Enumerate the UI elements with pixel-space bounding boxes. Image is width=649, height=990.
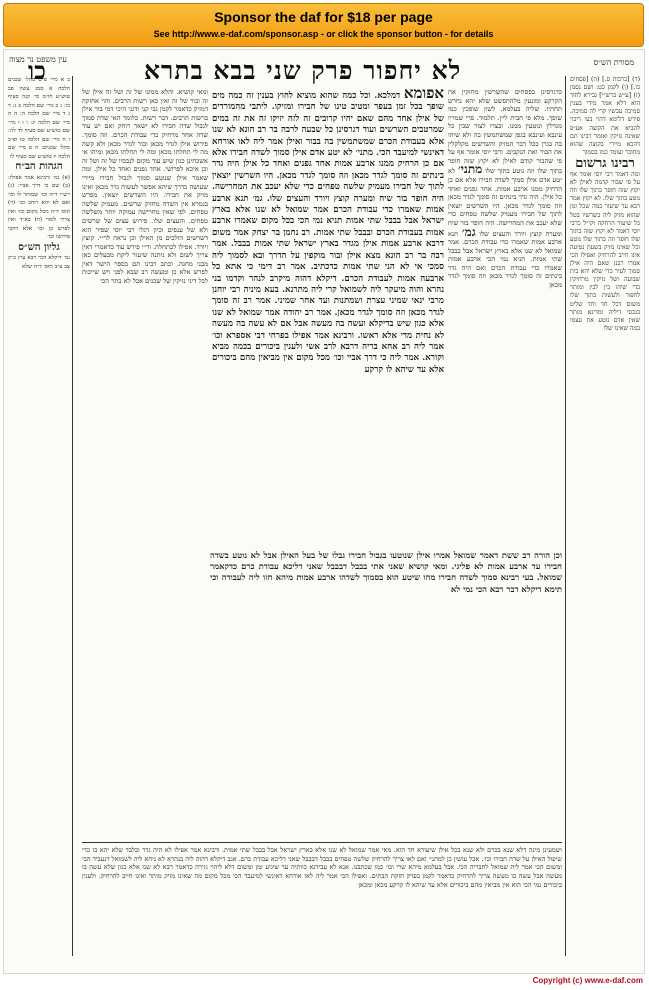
rashi-gemara-heading: גמ׳ xyxy=(461,224,476,239)
sponsor-banner[interactable] xyxy=(3,3,644,47)
gemara-opening-word: אפומא xyxy=(403,88,444,102)
ein-mishpat-label: עין משפט נר מצוה xyxy=(9,55,67,64)
gemara-text-lower: וכן הורה רב ששת דאמר שמואל אמרו אילן שנוטעו בגבול חבירו גבלו של בעל האילן אבל לא נוטע בשדה חבירו עד ארבע אמות לא פליגי. ומאי קושיא שאני אתי בבבל דבבבל שאני דליכא עבודת כרם כדקאמר שמואל. בעי רבינא סמוך לשדה חבירו מהו שיטע הוא בסמוך לשדהו ארבע אמות מיהא חזו ליה לעבודה וכי תימא דיקלא דבר רבא הכי נמי לא xyxy=(210,550,562,594)
rashi-text-3: תנא ארבע אמות שאמרו כדי עבודת הכרם. אמר שמואל לא שנו אלא בארץ ישראל אבל בבבל שתי אמות. תניא נמי הכי ארבע אמות שאמרו כדי עבודת הכרם ואם היה גדר בינתים זה סומך לגדר מכאן וזה סומך לגדר מכאן xyxy=(448,229,562,290)
rabbeinu-gershom-text: ומה דאמר רבי יוסי אומר אף על פי שבור קדמה לאילן לא יקוץ שזה חופר בתוך שלו וזה נוטע בתוך שלו. לא יקוץ אמר רבא עד שיעור כמה שכל זמן שהוא מזיק ליה בשרשיו בטל כל שיעור הרחקה וקי״ל כרבי יוסי דאמר לא יקוץ שזה בתוך שלו חופר וזה בתוך שלו נוטע וכל שאינו מזיק בשעת נטיעה אינו חייב להרחיק ואפילו הכי אמרו רבנן שאם היה אילן סמוך לעיר כדי שלא יהא בית שבועה ושל נזיקין מרחיקין כדי שיהו בין לבין ומותר לחפור ולעשות בתוך שלו משום דכל חד וחד שליט בנכסי דיליה ומדינא מותר שאין אדם נוטע את עצמו במה שאינו שלו xyxy=(570,171,640,332)
gemara-column-lower xyxy=(210,550,562,840)
gemara-column xyxy=(212,88,444,548)
folio-number: כו xyxy=(28,56,46,85)
ein-mishpat-text: ב א מיי׳ פ״ט מהל׳ שכנים הלכה א סמג עשין פב טוש״ע חו״מ סי׳ קנה סעיף כו: ג ב מיי׳ שם הלכה ב ג: ד ג ד מיי׳ שם הלכה ה: ה ה מיי׳ שם הלכה יג: ו ו ז מיי׳ שם טוש״ע שם סעיף לד לה: ז ח מיי׳ שם הלכה טו ופ״ב מהל׳ שכנים: ח ט מיי׳ שם הלכה יז טוש״ע שם סעיף לז xyxy=(8,77,70,160)
hagahot-habach-text: (א) גמ׳ ורבינא אמר אפילו: (ב) שם כי דרך אביי: (ג) רש״י ד״ה וכו׳ שמותר לו וכו׳ ואם לא יהא רוחב וכו׳ (ד) תוס׳ ד״ה מכל מקום וכו׳ ואין צריך לומר (ה) בא״ד ואין לפרש כן וכו׳ אלא דהכי פירושו וכו׳ xyxy=(8,174,70,240)
bottom-commentary-text: ושמעינן מינה דלא שנא בכרם ולא שנא בכל אילן שיעורא חד הוא. מאי אמר שמואל לא שנו אלא בארץ ישראל אבל בבבל שתי אמות. ורבינא אמר אפילו לא היה גדר ובלבד שלא יהא בו כדי שיפול האילן על שדה חבירו וכו׳. אבל עושין כן למתני׳ ואם לאו צריך להרחיק שלשה טפחים בבבל דבבבל שאני דליכא עבודת כרם. אגב דיקלא דהוה ליה בנהרא לא ניחא ליה לשמואל דנעביד הכי ומשום הכי אמר ליה שמואל לחבריה הכי. אבל בעלמא מיהא שרי וכו׳ כמו שכתבנו. אנא לא עבידנא כוותיה עד שיגיע זמן ומשום דלא ליהוי גזירה כדאמר רבא לא שנו אלא כגון שלא עשה בו מעשה אבל עשה בו מעשה צריך להרחיק כדאמר לקמן בפרק חזקת הבתים. ואפילו הכי אמר ליה לאו אורחא דאינשי למיעבד הכי מכל מקום מה שאינו מזיק מותר ואינו חייב להרחיק. ולענין ביכורים נמי הכי הוא אין מביאין מהם ביכורים אלא עד שיהא לו קרקע מכאן ומכאן xyxy=(82,846,562,889)
rashi-text: כדגרסינן בפסחים שהשרשין מחזקין את הקרקע ומונעין מלהתפשט שלא יהא נחרש תחתיו. שליה בעלמא. לשון שופכין כמו שופך. מלא פי חבית ליין. תלמוד. פרי שמריו מגדלין ונוטעין ממנו. ובצרו לצור שבין כל עינבא ועינבא בגפן שמשתמשין בה ולא שיהו בה בגרן ככל דבר המזיק והשרשים מקלקלין את הבור ואת הנקבים. ורבי יוסי אומר אף על פי שהבור קודם לאילן לא יקוץ שזה חופר בתוך שלו וזה נוטע בתוך שלו xyxy=(448,88,562,176)
outer-right-column xyxy=(570,76,640,956)
page-header xyxy=(4,54,644,86)
bottom-commentary xyxy=(82,846,562,966)
hagahot-habach-title: הגהות הב״ח xyxy=(15,161,63,172)
copyright-link[interactable]: Copyright (c) www.e-daf.com xyxy=(532,976,643,985)
sponsor-banner-subtitle: See http://www.e-daf.com/sponsor.asp - or click the sponsor button - for details xyxy=(153,29,494,39)
column-divider xyxy=(565,76,566,956)
bottom-divider xyxy=(82,842,562,843)
outer-left-column xyxy=(8,76,70,956)
tosafot-column xyxy=(82,88,208,888)
running-head: לא יחפור פרק שני בבא בתרא xyxy=(144,56,462,85)
tosafot-text: ומאי קושיא. והלא ממונו של זה ושל זה אילן של זה ובור של זה ואין כאן רשות הרבים. והוי אחזקה דמזיק כדאמר לקמן גבי קני ודגני היכי דמי בור אילן ברשות הרבים. דבר רשות. כלומר האי שדה סמוך לגבול שדה חבירו לא ישאר רוחק ואם יש עוד שדה אחר מרחיק כדי עבודת הכרם. וזה סומך. פירוש אילן לגדר מכאן ובור לגדר מכאן ולא קשה מה לי תחלתו מכאן ומה לי תחלתו מכאן ומיהו אי אשכחינן כגון שיש עוד מקום לנכסיו של זה ושל זה וכן איכא לפרושי. אחד גפנים ואחד כל אילן. ומה שאמר אילן שנוטע סמוך לגבול חבירו מיירי שעושה כדרך שיהא אפשר לעשות גדר מכאן ואינו מזיק את חבירו. היו השרשים יוצאין. מפרש בגמרא אין השדה מחזיק שרשים. מעמיק שלשה טפחים. לפי שאין מחרישה עמוקה יותר משלשה טפחים. והעצים שלו. פירוש עצים של שרשים ולא של ענפים וכיון דגלי רבי יוסי שפיר הוא דשרשים הולכים מן האילן וכן נראה לר״י. קוצץ ויורד. אפילו לכתחלה. ור״י פירש עוד כדאמרי דאין צריך לשום ולא ניתנה שיעור ליקח מבעלים כאן מבני מחנה. וכתב רבינו תם בספר הישר דאין לפרש אלא כן ומעשה רב שבא לפני ויש שייכות לכל דיני נזיקין של שכנים אבל לא בתר הכי xyxy=(82,88,208,286)
sponsor-banner-title: Sponsor the daf for $18 per page xyxy=(214,9,433,25)
mesoret-label: מסורת הש״ס xyxy=(593,58,634,67)
column-divider-left xyxy=(72,76,73,956)
rashi-mishna-heading: מתני׳ xyxy=(458,162,483,177)
gemara-text: דמלכא. וכל כמה שהוא מוציא לחוץ בענין זה כמה מים שופך בכל זמן בעפר ומטיב טינו של חבירו ומזיקו. ליתבי מהמורדים של אילן אחד מהם שאם יהיו קרובים זה לזה יזיקו זה את זה במים שמרטבים השרשים ועוד דגרסינן כל שבעה לרבה בר רב הונא לא שנו אלא בעבודת הכרם שמשתמשין בה בבור ואילן אמר ליה לאו אורחא דאינשי למיעבד הכי. מתני׳ לא יטע אדם אילן סמוך לשדה חבירו אלא אם כן הרחיק ממנו ארבע אמות אחד גפנים ואחד כל אילן היה גדר בינתים זה סומך לגדר מכאן וזה סומך לגדר מכאן. היו השרשין יוצאין לתוך של חבירו מעמיק שלשה טפחים כדי שלא יעכב את המחרישה. היה חופר בור שיח ומערה קוצץ ויורד והעצים שלו. גמ׳ תנא ארבע אמות שאמרו כדי עבודת הכרם אמר שמואל לא שנו אלא בארץ ישראל אבל בבבל שתי אמות תניא נמי הכי בכל מקום שאמרו ארבע אמות בעבודת הכרם ובבבל שתי אמות. רב נחמן בר יצחק אמר משום דרבא ארבע אמות אילן מגדר בארץ ישראל שתי אמות בבבל. אמר רבה בר רב הונא מצא אילן ובור מוקפין על הדרך ובא לסמוך ליה סמכי אי לא הני שתי אמות כדכתיב. אמר רב דימי כי אתא כל ארבעה אמות לעבודת הכרם. דיקלא דהוה מיקרב לנהר וקדמו בני נהרא והוה מיעקר ליה לשמואל קרי ליה מתרנא. בעא מיניה רבי יוחנן מרבי ינאי שמיני עצרת ושמתנות ועד אחר שמיני. אמר רב זה סומך לגדר מכאן וזה סומך לגדר מכאן. אמר רב יהודה אמר שמואל לא שנו אלא כגון שיש בדיקלא ועשה בה מעשה אבל אם לא עשה בה מעשה לא נחית מדי אלא ראשו. ורבינא אמר אפילו בפרחי דבי אספרא וכו׳ אמר ליה רב אחא בריה דרבא לרב אשי ולענין ביכורים בכמה מביא וקורא. אמר ליה כי דרך אביי וכו׳ מכל מקום אין מביאין מהם ביכורים אלא עד שיהא לו קרקע xyxy=(212,91,444,375)
mesoret-text: (ד) [ברכות ס.] (ה) [פסחים כו.] (ו) לקמן כט: ושם נסמן (ז) [ע״ש ברש״י] גבירא לחוד הוא דלא אמר מידי בענין סמיכה עכשיו קרי לה סמיכה. פירש דלימא דהוי בעי ריבוי להביא את הקוצה אע״פ שאינה נזיקין ואומר רבינו תם דהכא מיירי בקוצה שהוא מחובר ועומד כמו בסמוך xyxy=(570,76,640,156)
talmud-page xyxy=(3,49,645,974)
rashi-column xyxy=(448,88,562,548)
gilyon-hashas-title: גליון הש״ס xyxy=(18,241,60,253)
gilyon-hashas-text: גמ׳ דיקלא דבר רבא עיין ב״ק צב ע״ב תוס׳ ד״ה שלא xyxy=(8,255,70,270)
rashi-text-2: לא יטע אדם אילן סמוך לשדה חבירו אלא אם כן הרחיק ממנו ארבע אמות. אחד גפנים ואחד כל אילן. היה גדר בינתים זה סומך לגדר מכאן וזה סומך לגדר מכאן. היו השרשים יוצאין לתוך של חבירו מעמיק שלשה טפחים כדי שלא יעכב את המחרישה. היה חופר בור שיח ומערה קוצץ ויורד והעצים שלו xyxy=(448,167,562,238)
rabbeinu-gershom-title: רבינו גרשום xyxy=(575,155,635,171)
